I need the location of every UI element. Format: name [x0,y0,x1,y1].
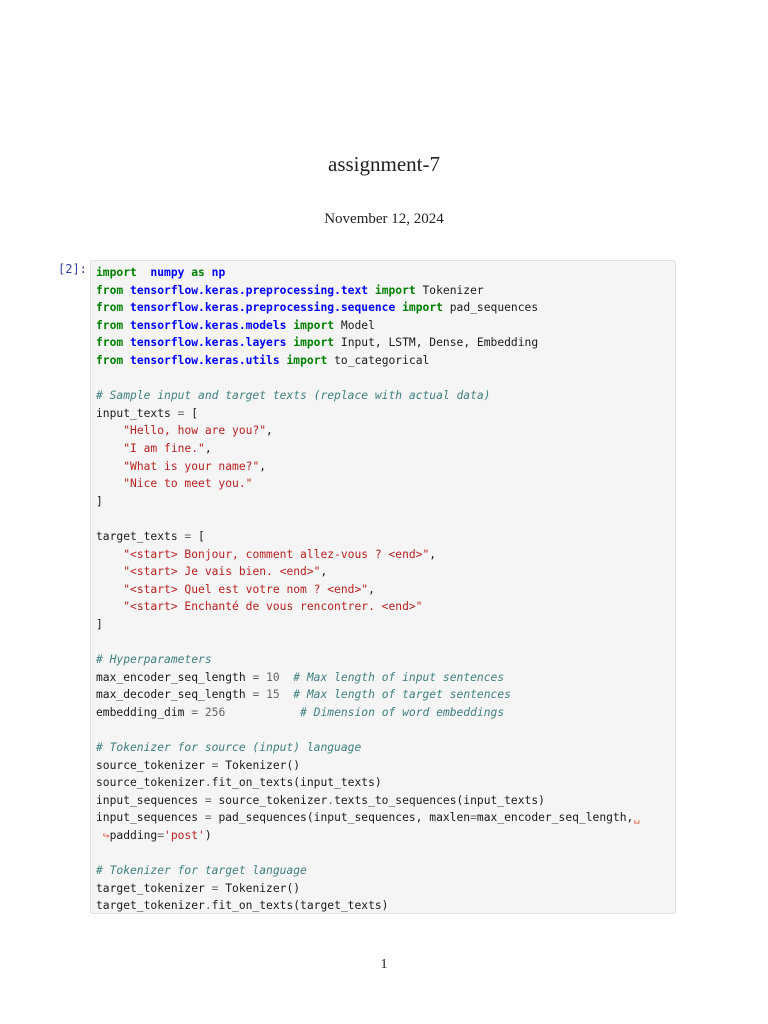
code-token: "<start> Enchanté de vous rencontrer. <end>" [123,600,423,614]
code-token: import [293,318,335,332]
code-token: . [204,899,212,913]
code-token: . [327,793,335,807]
code-token: input_sequences [96,793,205,807]
code-token [96,424,123,437]
code-line [96,774,675,792]
code-token: target_tokenizer [96,881,212,895]
code-token [96,565,123,578]
code-token: import [96,266,137,279]
code-line [96,370,675,388]
code-line [96,493,675,511]
code-token: fit_on_texts(target_texts) [211,899,389,913]
code-line [96,862,675,880]
code-line [96,352,675,370]
code-token: fit_on_texts(input_texts) [211,776,382,790]
code-token: tensorflow.keras.models [130,318,287,332]
code-token [96,548,123,561]
document-title: assignment-7 [328,152,440,176]
code-token: "<start> Quel est votre nom ? <end>" [123,582,369,596]
code-line [96,334,675,352]
code-token: pad_sequences [442,301,539,315]
cell-execution-prompt: [2]: [58,262,87,276]
code-line [96,546,675,564]
code-token: np [211,266,226,279]
code-token: 256 [204,705,226,719]
code-token [96,477,123,490]
code-line [96,827,675,845]
code-token [123,354,130,367]
code-token: # Tokenizer for source (input) language [96,741,362,755]
code-token: # Tokenizer for target language [96,864,307,878]
code-token [96,583,123,596]
code-token: [ [191,529,205,543]
code-token: . [204,776,212,790]
code-token: 'post' [164,829,205,842]
code-token [280,688,294,701]
code-token: = [204,793,212,807]
code-token: = [252,688,260,702]
code-token: import [293,336,335,350]
code-line [96,880,675,898]
code-token: from [96,283,124,297]
code-token: texts_to_sequences(input_texts) [334,793,545,807]
code-token: , [320,565,328,579]
code-token: ) [204,829,212,842]
code-line [96,739,675,757]
code-token: "I am fine." [123,441,205,455]
code-token: tensorflow.keras.utils [130,353,280,367]
code-line [96,809,675,827]
code-token: "<start> Je vais bien. <end>" [123,565,321,579]
code-token: "What is your name?" [123,459,260,473]
code-token [96,600,123,613]
code-line [96,616,675,634]
code-token [205,266,212,279]
code-line [96,598,675,616]
code-line [96,792,675,810]
code-line [96,458,675,476]
code-token [123,319,130,332]
code-token [137,266,151,279]
code-line [96,510,675,528]
code-token: , [266,424,273,438]
code-token: from [96,353,124,367]
code-token: # Max length of input sentences [293,670,505,684]
code-token: ] [96,494,103,508]
code-token: = [191,705,199,719]
code-token [198,706,205,719]
code-token: target_tokenizer [96,899,205,913]
code-token: tensorflow.keras.layers [130,336,287,350]
code-token: tensorflow.keras.preprocessing.text [130,283,369,297]
code-token: import [286,353,328,367]
code-line [96,422,675,440]
document-date: November 12, 2024 [324,211,444,227]
code-line [96,897,675,915]
code-token: = [177,406,185,420]
code-token [96,460,123,473]
code-token: tensorflow.keras.preprocessing.sequence [130,301,396,315]
page-number: 1 [380,957,388,972]
code-token: from [96,336,124,350]
code-token [123,301,130,314]
code-token: , [429,547,437,561]
code-token: Tokenizer() [218,758,301,772]
code-token: numpy [150,266,185,279]
code-token: max_encoder_seq_length [96,670,253,684]
code-token: input_texts [96,406,178,420]
code-token: padding [109,829,158,842]
code-line [96,475,675,493]
code-token [96,442,123,455]
code-token: source_tokenizer [96,758,212,772]
code-token: 10 [266,670,280,684]
code-token [123,336,130,349]
code-token: ␣ [633,811,641,825]
code-token: pad_sequences(input_sequences, maxlen [211,811,471,825]
code-line [96,721,675,739]
code-block [96,264,675,915]
code-token: 15 [266,688,280,702]
code-token: # Dimension of word embeddings [300,705,505,719]
code-line [96,563,675,581]
code-line [96,669,675,687]
code-token: , [204,441,212,455]
code-token: import [374,283,416,297]
code-token: = [157,829,165,842]
code-token [225,706,300,719]
code-token: ↪ [96,829,110,842]
code-token: from [96,318,124,332]
code-token: source_tokenizer [211,793,328,807]
code-line [96,282,675,300]
code-token: [ [184,406,199,420]
code-token: = [211,758,219,772]
code-line [96,757,675,775]
code-line [96,405,675,423]
code-line [96,686,675,704]
code-token: Model [334,318,375,332]
code-token: = [204,811,212,825]
code-token: ] [96,617,103,631]
code-token [123,284,130,297]
code-token: Tokenizer [415,283,484,297]
code-token: "Hello, how are you?" [123,424,267,438]
code-token: max_decoder_seq_length [96,688,253,702]
code-token [368,284,375,297]
code-token: # Sample input and target texts (replace with actual data) [96,389,491,403]
code-token: "<start> Bonjour, comment allez-vous ? <end>" [123,547,430,561]
code-token: target_texts [96,529,185,543]
code-line [96,581,675,599]
code-token: , [368,582,375,596]
code-cell [90,260,676,914]
code-token [280,671,294,684]
code-token: = [252,670,260,684]
code-line [96,264,675,282]
code-token: max_encoder_seq_length, [476,811,634,825]
code-token: , [259,459,267,473]
code-line [96,845,675,863]
code-token: = [184,529,192,543]
code-line [96,633,675,651]
code-line [96,440,675,458]
code-token: Input, LSTM, Dense, Embedding [334,336,539,350]
code-token: = [211,881,219,895]
code-token: # Max length of target sentences [293,688,511,702]
code-token: source_tokenizer [96,776,205,790]
code-token: embedding_dim [96,705,192,719]
code-token: Tokenizer() [218,881,301,895]
code-line [96,387,675,405]
code-token: # Hyperparameters [96,653,212,667]
code-token: = [470,811,477,825]
code-token: as [191,266,205,279]
code-token: from [96,301,124,315]
code-token: to_categorical [327,353,430,367]
code-token: input_sequences [96,811,205,825]
code-token: import [402,301,443,315]
code-token: "Nice to meet you." [123,477,253,491]
code-line [96,704,675,722]
code-line [96,651,675,669]
code-line [96,299,675,317]
code-line [96,528,675,546]
code-line [96,317,675,335]
